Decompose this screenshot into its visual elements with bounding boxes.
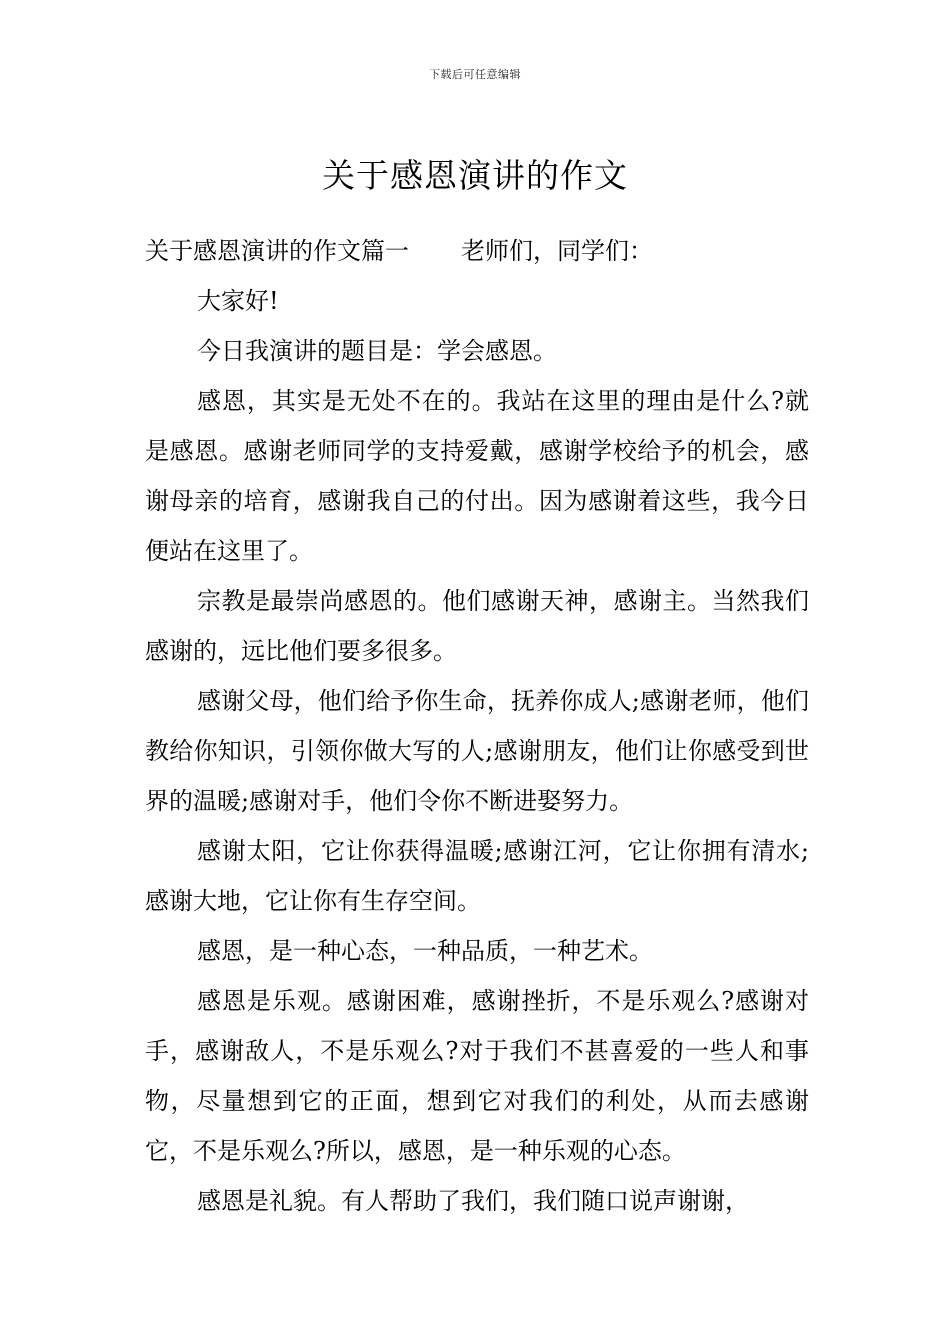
paragraph: 感恩是乐观。感谢困难，感谢挫折，不是乐观么?感谢对手，感谢敌人，不是乐观么?对于我们不甚喜爱的一些人和事物，尽量想到它的正面，想到它对我们的利处，从而去感谢它，不是乐观么?所以，感恩，是一种乐观的心态。 xyxy=(145,987,809,1165)
paragraph: 感恩是礼貌。有人帮助了我们，我们随口说声谢谢， xyxy=(197,1187,749,1215)
section-heading: 关于感恩演讲的作文篇一 xyxy=(145,237,409,265)
paragraph: 感谢太阳，它让你获得温暖;感谢江河，它让你拥有清水;感谢大地，它让你有生存空间。 xyxy=(145,837,809,915)
paragraph: 感谢父母，他们给予你生命，抚养你成人;感谢老师，他们教给你知识，引领你做大写的人;感谢朋友，他们让你感受到世界的温暖;感谢对手，他们令你不断进娶努力。 xyxy=(145,687,809,815)
document-title: 关于感恩演讲的作文 xyxy=(322,156,628,196)
paragraph: 今日我演讲的题目是：学会感恩。 xyxy=(197,337,557,365)
paragraph: 大家好! xyxy=(197,287,279,315)
intro-line xyxy=(145,226,809,276)
paragraph: 宗教是最崇尚感恩的。他们感谢天神，感谢主。当然我们感谢的，远比他们要多很多。 xyxy=(145,587,809,665)
paragraph: 感恩，其实是无处不在的。我站在这里的理由是什么?就是感恩。感谢老师同学的支持爱戴，感谢学校给予的机会，感谢母亲的培育，感谢我自己的付出。因为感谢着这些，我今日便站在这里了。 xyxy=(145,387,809,565)
header-note: 下载后可任意编辑 xyxy=(429,68,521,81)
document-body xyxy=(145,226,809,1226)
salutation: 老师们，同学们： xyxy=(461,237,653,265)
paragraph: 感恩，是一种心态，一种品质，一种艺术。 xyxy=(197,937,653,965)
